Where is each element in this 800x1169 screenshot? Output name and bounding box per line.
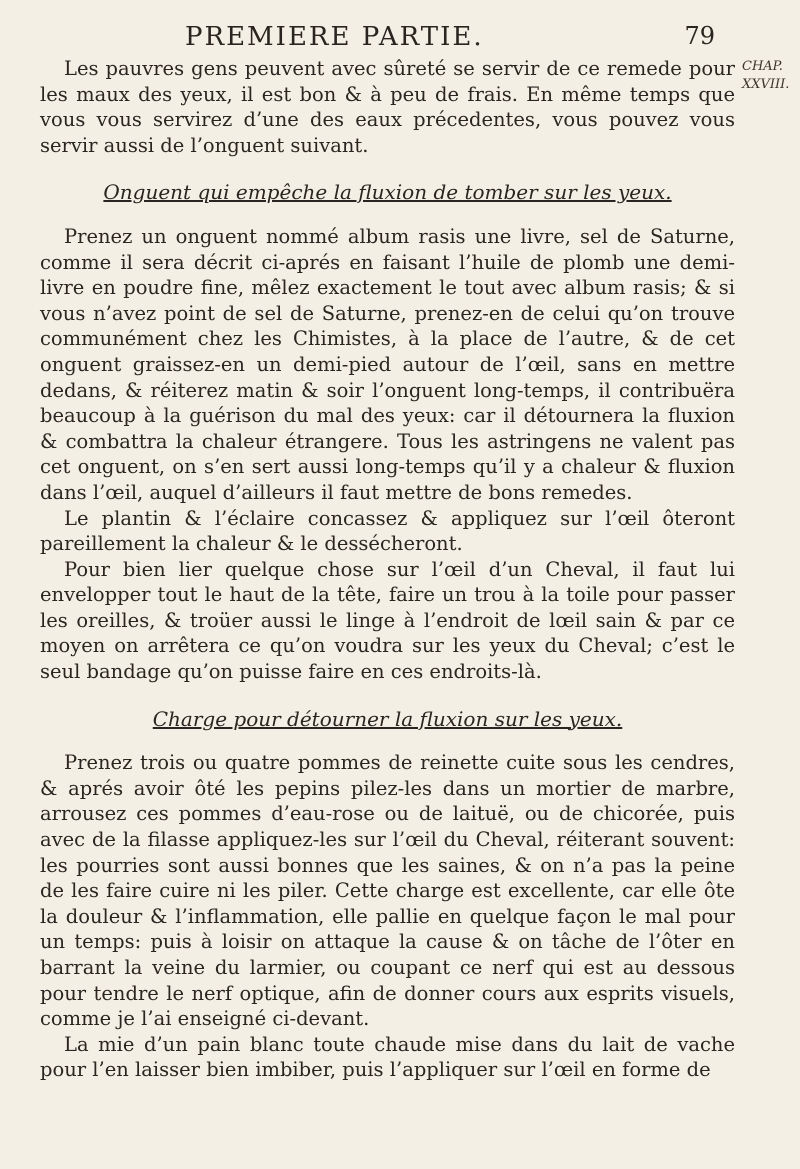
page-body <box>40 56 735 1083</box>
paragraph-bandage: Pour bien lier quelque chose sur l’œil d’un Cheval, il faut lui envelopper tout le haut de la tête, faire un trou à la toile pour passer les oreilles, & troüer aussi le linge à l’endroit de lœil sain & par ce moyen on arrêtera ce qu’on voudra sur les yeux du Cheval; c’est le seul bandage qu’on puisse faire en ces endroits-là. <box>40 557 735 684</box>
margin-note <box>742 58 789 94</box>
margin-note-chapter: CHAP. <box>742 59 783 74</box>
paragraph-plantin: Le plantin & l’éclaire concassez & appliquez sur l’œil ôteront pareillement la chaleur & le dessécheront. <box>40 506 735 556</box>
paragraph-intro: Les pauvres gens peuvent avec sûreté se servir de ce remede pour les maux des yeux, il est bon & à peu de frais. En même temps que vous vous servirez d’une des eaux précedentes, vous pouvez vous servir aussi de l’onguent suivant. <box>40 57 735 157</box>
paragraph-mie-pain: La mie d’un pain blanc toute chaude mise dans du lait de vache pour l’en laisser bien imbiber, puis l’appliquer sur l’œil en forme de <box>40 1032 735 1082</box>
paragraph-onguent: Prenez un onguent nommé album rasis une livre, sel de Saturne, comme il sera décrit ci-aprés en faisant l’huile de plomb une demi-livre en poudre fine, mêlez exactement le tout avec album rasis; & si vous n’avez point de sel de Saturne, prenez-en de celui qu’on trouve communément chez les Chimistes, à la place de l’autre, & de cet onguent graissez-en un demi-pied autour de l’œil, sans en mettre dedans, & réiterez matin & soir l’onguent long-temps, il contribuëra beaucoup à la guérison du mal des yeux: car il détournera la fluxion & combattra la chaleur étrangere. Tous les astringens ne valent pas cet onguent, on s’en sert aussi long-temps qu’il y a chaleur & fluxion dans l’œil, auquel d’ailleurs il faut mettre de bons remedes. <box>40 224 735 504</box>
section-title-onguent: Onguent qui empêche la fluxion de tomber sur les yeux. <box>103 180 672 205</box>
section-title-charge: Charge pour détourner la fluxion sur les yeux. <box>152 706 623 731</box>
running-title: PREMIERE PARTIE. <box>185 22 484 52</box>
margin-note-number: XXVIII. <box>742 77 790 92</box>
paragraph-charge: Prenez trois ou quatre pommes de reinette cuite sous les cendres, & aprés avoir ôté les pepins pilez-les dans un mortier de marbre, arrousez ces pommes d’eau-rose ou de laituë, ou de chicorée, puis avec de la filasse appliquez-les sur l’œil du Cheval, réiterant souvent: les pourries sont aussi bonnes que les saines, & on n’a pas la peine de les faire cuire ni les piler. Cette charge est excellente, car elle ôte la douleur & l’inflammation, elle pallie en quelque façon le mal pour un temps: puis à loisir on attaque la cause & on tâche de l’ôter en barrant la veine du larmier, ou coupant ce nerf qui est au dessous pour tendre le nerf optique, afin de donner cours aux esprits visuels, comme je l’ai enseigné ci-devant. <box>40 751 735 1031</box>
page-number: 79 <box>684 22 715 50</box>
running-header <box>185 22 715 52</box>
